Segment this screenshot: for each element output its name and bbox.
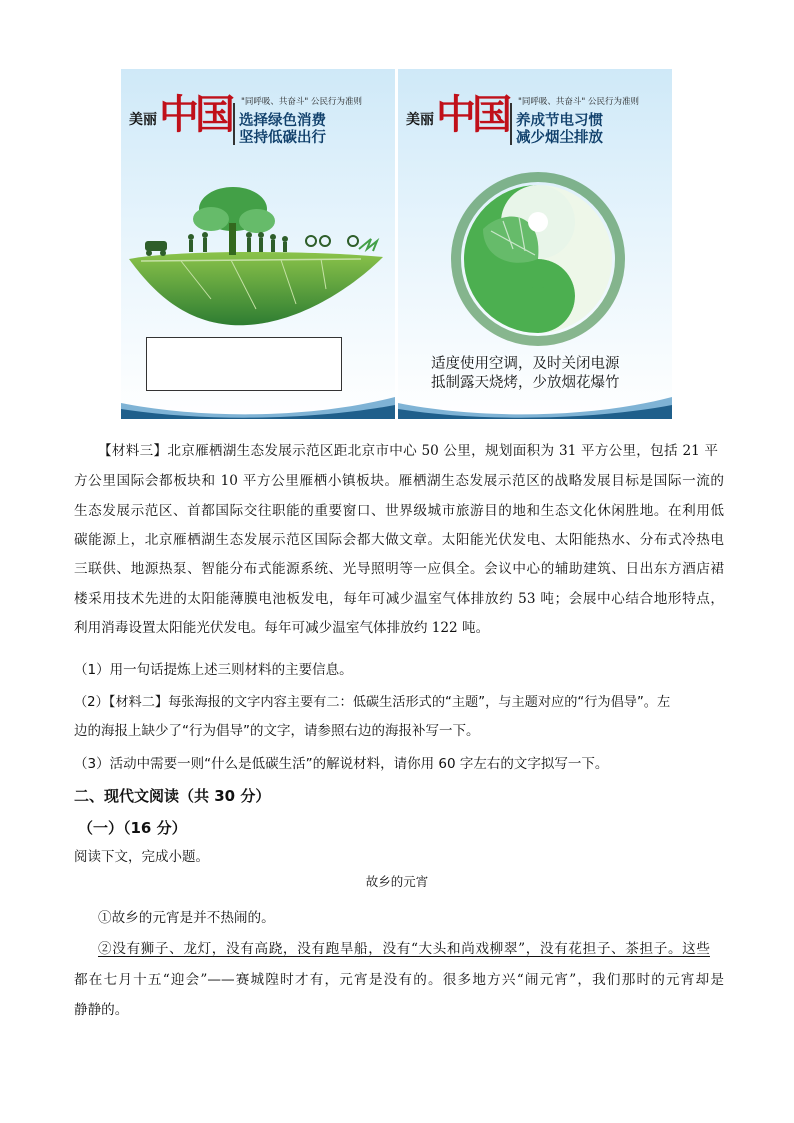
essay-paragraph-2-line-2: 都在七月十五“迎会”——赛城隍时才有，元宵是没有的。很多地方兴“闹元宵”，我们那时的元宵却是 [74, 972, 724, 988]
poster-brand [406, 81, 666, 151]
poster-right [398, 69, 672, 419]
question-3: （3）活动中需要一则“什么是低碳生活”的解说材料，请你用 60 字左右的文字拟写一下。 [74, 756, 609, 772]
section-subheading: （一）（16 分） [78, 819, 187, 837]
slogan-line-1: 选择绿色消费 [239, 113, 326, 129]
question-1: （1）用一句话提炼上述三则材料的主要信息。 [74, 662, 353, 678]
essay-paragraph-2-line-3: 静静的。 [74, 1002, 129, 1018]
material3-line: 楼采用技术先进的太阳能薄膜电池板发电，每年可减少温室气体排放约 53 吨；会展中心结合地形特点， [74, 591, 724, 607]
poster-subtitle: "同呼吸、共奋斗" 公民行为准则 [518, 97, 640, 107]
slogan-line-2: 减少烟尘排放 [516, 130, 603, 146]
question-2-line-2: 边的海报上缺少了“行为倡导”的文字，请参照右边的海报补写一下。 [74, 723, 480, 739]
caption-line-2: 抵制露天烧烤，少放烟花爆竹 [431, 375, 620, 391]
material3-line: 利用消毒设置太阳能光伏发电。每年可减少温室气体排放约 122 吨。 [74, 620, 490, 636]
slogan-line-2: 坚持低碳出行 [239, 130, 326, 146]
material3-line: 方公里国际会都板块和 10 平方公里雁栖小镇板块。雁栖湖生态发展示范区的战略发展目标是国际一流的 [74, 473, 724, 489]
question-2-line-1: （2）【材料二】每张海报的文字内容主要有二：低碳生活形式的“主题”，与主题对应的“行为倡导”。左 [74, 695, 671, 710]
essay-paragraph-2-line-1: ②没有狮子、龙灯，没有高跷，没有跑旱船，没有“大头和尚戏柳翠”，没有花担子、茶担子。这些 [98, 941, 710, 957]
essay-paragraph-1: ①故乡的元宵是并不热闹的。 [98, 910, 275, 926]
caption-line-1: 适度使用空调，及时关闭电源 [431, 356, 620, 372]
poster-subtitle: "同呼吸、共奋斗" 公民行为准则 [241, 97, 363, 107]
brand-big: 中国 [159, 91, 231, 138]
poster-left [121, 69, 395, 419]
material3-line: 【材料三】北京雁栖湖生态发展示范区距北京市中心 50 公里，规划面积为 31 平方公里，包括 21 平 [98, 443, 718, 459]
brand-divider [233, 103, 235, 145]
poster-wave [398, 389, 672, 419]
poster-brand [129, 81, 389, 151]
brand-small: 美丽 [406, 112, 434, 128]
poster-slogan [516, 113, 603, 147]
poster-caption [431, 355, 620, 393]
leaf-scene-illustration [121, 179, 395, 329]
essay-title: 故乡的元宵 [365, 874, 429, 889]
brand-big: 中国 [436, 91, 508, 138]
material3-line: 碳能源上，北京雁栖湖生态发展示范区国际会都大做文章。太阳能光伏发电、太阳能热水、分布式冷热电 [74, 532, 724, 548]
material3-line: 三联供、地源热泵、智能分布式能源系统、光导照明等一应俱全。会议中心的辅助建筑、日出东方酒店裙 [74, 561, 724, 577]
blank-answer-box [146, 337, 342, 391]
reading-instruction: 阅读下文，完成小题。 [74, 849, 209, 865]
material3-line: 生态发展示范区、首都国际交往职能的重要窗口、世界级城市旅游目的地和生态文化休闲胜地。在利用低 [74, 503, 724, 519]
brand-divider [510, 103, 512, 145]
poster-slogan [239, 113, 326, 147]
slogan-line-1: 养成节电习惯 [516, 113, 603, 129]
poster-wave [121, 389, 395, 419]
brand-small: 美丽 [129, 112, 157, 128]
yin-yang-leaf-illustration [443, 169, 633, 349]
section-heading: 二、现代文阅读（共 30 分） [74, 787, 271, 805]
